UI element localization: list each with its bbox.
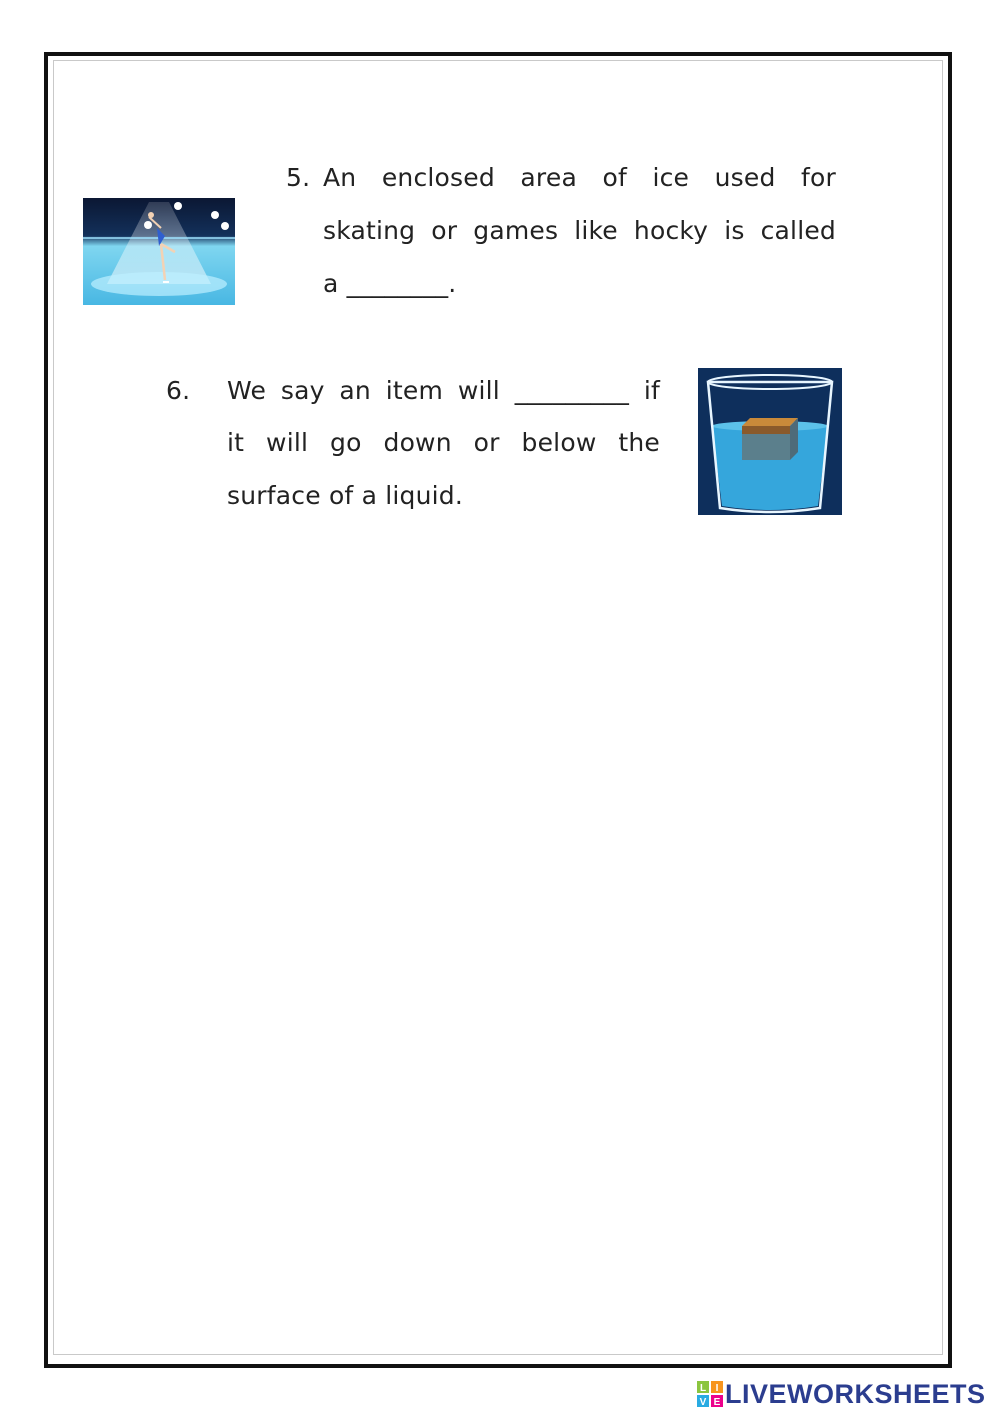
spotlight-dot [221, 222, 229, 230]
question-6-number: 6. [166, 376, 191, 405]
svg-text:L: L [699, 1383, 707, 1394]
brand-name: LIVEWORKSHEETS [725, 1378, 986, 1409]
question-5-line-2: skating or games like hocky is called [323, 216, 836, 245]
question-6-line-3: surface of a liquid. [227, 481, 464, 510]
svg-text:I: I [715, 1383, 719, 1394]
spotlight-dot [211, 211, 219, 219]
question-5-number: 5. [286, 163, 311, 192]
sinking-cube-glass-image [698, 368, 842, 515]
svg-text:V: V [699, 1397, 707, 1407]
question-6-line-1: We say an item will _________ if [227, 376, 660, 405]
cube-block [742, 418, 798, 460]
liveworksheets-brand [697, 1378, 986, 1410]
spotlight-dot [174, 202, 182, 210]
ice-skater-image [83, 198, 235, 305]
question-5-line-3: a ________. [323, 269, 457, 298]
question-6-line-2: it will go down or below the [227, 428, 660, 457]
svg-text:E: E [713, 1397, 721, 1407]
spotlight-dot [144, 221, 152, 229]
liveworksheets-logo-icon [697, 1381, 723, 1407]
question-5-line-1: An enclosed area of ice used for [323, 163, 836, 192]
